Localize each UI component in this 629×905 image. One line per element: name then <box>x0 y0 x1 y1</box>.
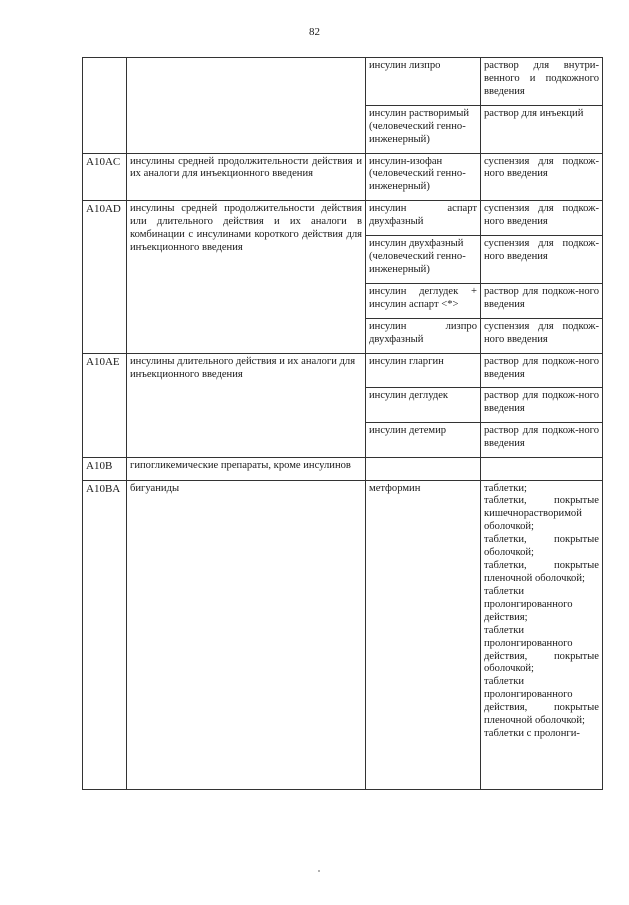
dosage-form-item: таблетки, покрытые оболочкой; <box>484 534 599 559</box>
page-number: 82 <box>309 26 320 38</box>
drug-cell: инсулин деглудек + инсулин аспарт <*> <box>366 283 481 318</box>
dosage-form-cell: суспензия для подкож-ного введения <box>481 318 603 353</box>
atc-code-cell <box>83 58 127 154</box>
drug-cell <box>366 458 481 480</box>
dosage-form-cell: раствор для подкож-ного введения <box>481 353 603 388</box>
atc-code-cell: A10AC <box>83 153 127 201</box>
medication-table <box>82 57 603 790</box>
group-cell: инсулины средней продолжительности действия и их аналоги для инъекционного введения <box>127 153 366 201</box>
atc-code-cell: A10AE <box>83 353 127 458</box>
scan-speck <box>318 870 320 872</box>
dosage-form-cell: суспензия для подкож-ного введения <box>481 201 603 236</box>
dosage-form-item: таблетки пролонгированного действия; <box>484 585 573 623</box>
dosage-form-cell <box>481 458 603 480</box>
drug-cell: инсулин лизпро <box>366 58 481 106</box>
atc-code-cell: A10B <box>83 458 127 480</box>
drug-cell: инсулин аспарт двухфазный <box>366 201 481 236</box>
dosage-form-list <box>481 480 603 789</box>
table-row <box>83 480 603 789</box>
drug-cell: инсулин лизпро двухфазный <box>366 318 481 353</box>
dosage-form-cell: раствор для инъекций <box>481 105 603 153</box>
drug-cell: инсулин растворимый (человеческий генно-инженерный) <box>366 105 481 153</box>
drug-cell: метформин <box>366 480 481 789</box>
dosage-form-cell: суспензия для подкож-ного введения <box>481 153 603 201</box>
group-cell: инсулины длительного действия и их аналоги для инъекционного введения <box>127 353 366 458</box>
dosage-form-cell: раствор для внутри-венного и подкожного введения <box>481 58 603 106</box>
dosage-form-item: таблетки пролонгированного действия, покрытые оболочкой; <box>484 624 599 675</box>
dosage-form-item: таблетки с пролонги- <box>484 728 580 740</box>
dosage-form-item: таблетки пролонгированного действия, покрытые пленочной оболочкой; <box>484 676 599 727</box>
atc-code-cell: A10AD <box>83 201 127 353</box>
drug-cell: инсулин детемир <box>366 423 481 458</box>
table-row <box>83 458 603 480</box>
drug-cell: инсулин гларгин <box>366 353 481 388</box>
group-cell: бигуаниды <box>127 480 366 789</box>
group-cell: инсулины средней продолжительности действия или длительного действия и их аналоги в комбинации с инсулинами короткого действия для инъекционного введения <box>127 201 366 353</box>
atc-code-cell: A10BA <box>83 480 127 789</box>
drug-cell: инсулин деглудек <box>366 388 481 423</box>
group-cell: гипогликемические препараты, кроме инсулинов <box>127 458 366 480</box>
table-row <box>83 201 603 236</box>
drug-cell: инсулин двухфазный (человеческий генно-инженерный) <box>366 236 481 284</box>
dosage-form-item: таблетки, покрытые пленочной оболочкой; <box>484 560 599 584</box>
drug-cell: инсулин-изофан (человеческий генно-инженерный) <box>366 153 481 201</box>
dosage-form-cell: раствор для подкож-ного введения <box>481 388 603 423</box>
table-row <box>83 353 603 388</box>
dosage-form-item: таблетки; <box>484 482 527 494</box>
group-cell <box>127 58 366 154</box>
table-row <box>83 58 603 106</box>
dosage-form-cell: суспензия для подкож-ного введения <box>481 236 603 284</box>
dosage-form-cell: раствор для подкож-ного введения <box>481 283 603 318</box>
table-row <box>83 153 603 201</box>
dosage-form-item: таблетки, покрытые кишечнорастворимой оболочкой; <box>484 495 599 533</box>
dosage-form-cell: раствор для подкож-ного введения <box>481 423 603 458</box>
